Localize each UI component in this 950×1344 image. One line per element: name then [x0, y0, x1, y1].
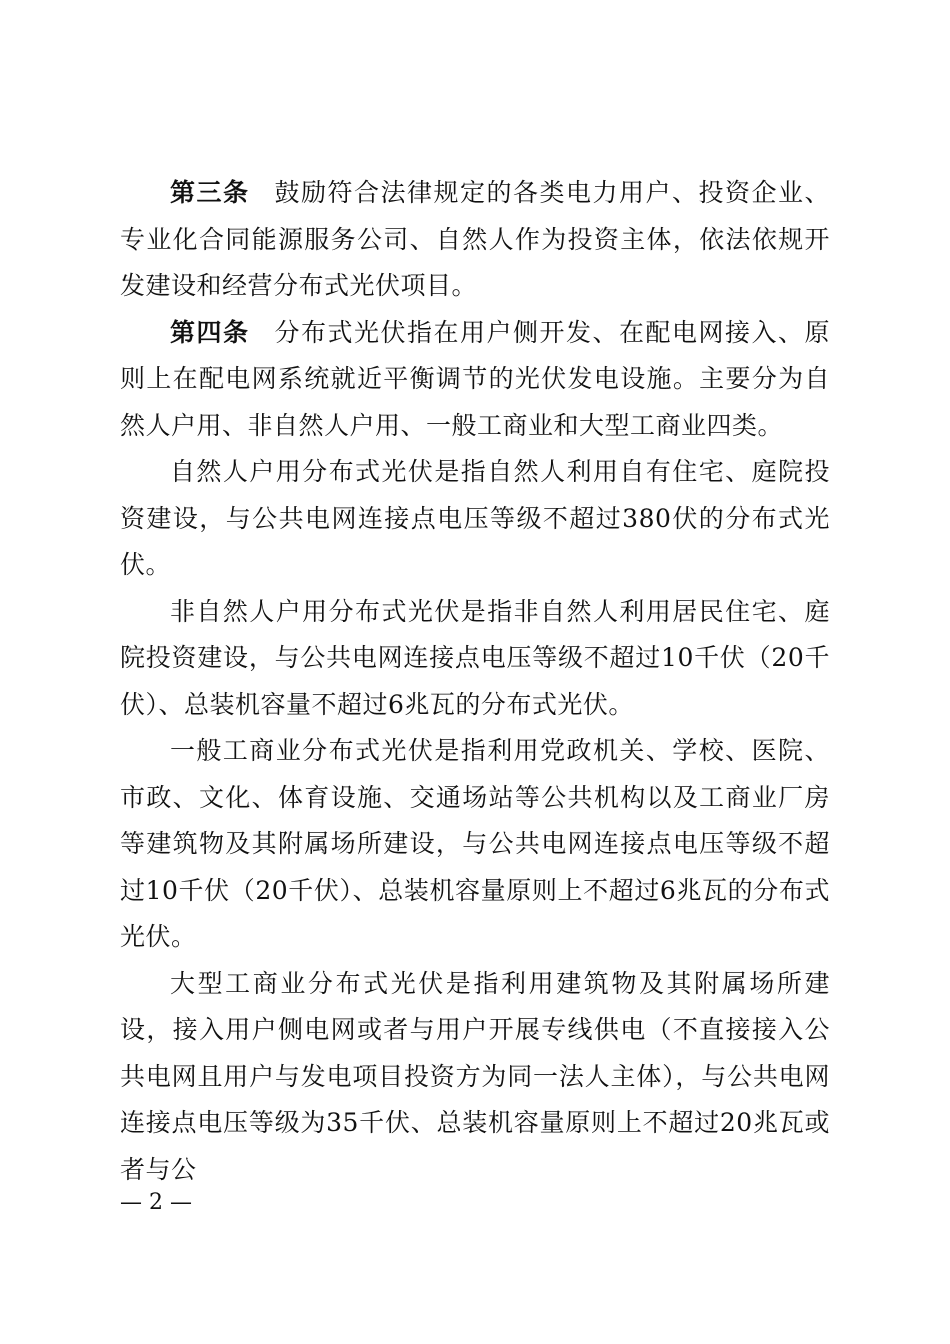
page-number: — 2 — [120, 1190, 192, 1215]
article-4-label: 第四条 [170, 317, 250, 347]
body-paragraph: 大型工商业分布式光伏是指利用建筑物及其附属场所建设，接入用户侧电网或者与用户开展专线供电（不直接接入公共电网且用户与发电项目投资方为同一法人主体），与公共电网连接点电压等级为35千伏、总装机容量原则上不超过20兆瓦或者与公 [120, 968, 830, 1184]
body-paragraph: 非自然人户用分布式光伏是指非自然人利用居民住宅、庭院投资建设，与公共电网连接点电压等级不超过10千伏（20千伏）、总装机容量不超过6兆瓦的分布式光伏。 [120, 596, 830, 719]
article-3-label: 第三条 [170, 178, 250, 207]
body-paragraph: 一般工商业分布式光伏是指利用党政机关、学校、医院、市政、文化、体育设施、交通场站等公共机构以及工商业厂房等建筑物及其附属场所建设，与公共电网连接点电压等级不超过10千伏（20千伏）、总装机容量原则上不超过6兆瓦的分布式光伏。 [120, 736, 830, 951]
document-body [120, 170, 830, 1193]
article-3-text: 鼓励符合法律规定的各类电力用户、投资企业、专业化合同能源服务公司、自然人作为投资主体，依法依规开发建设和经营分布式光伏项目。 [120, 178, 830, 300]
article-4-text: 分布式光伏指在用户侧开发、在配电网接入、原则上在配电网系统就近平衡调节的光伏发电设施。主要分为自然人户用、非自然人户用、一般工商业和大型工商业四类。 [120, 317, 830, 440]
body-paragraph: 自然人户用分布式光伏是指自然人利用自有住宅、庭院投资建设，与公共电网连接点电压等级不超过380伏的分布式光伏。 [120, 457, 830, 579]
article-4-paragraph [120, 310, 830, 450]
article-3-paragraph [120, 170, 830, 310]
